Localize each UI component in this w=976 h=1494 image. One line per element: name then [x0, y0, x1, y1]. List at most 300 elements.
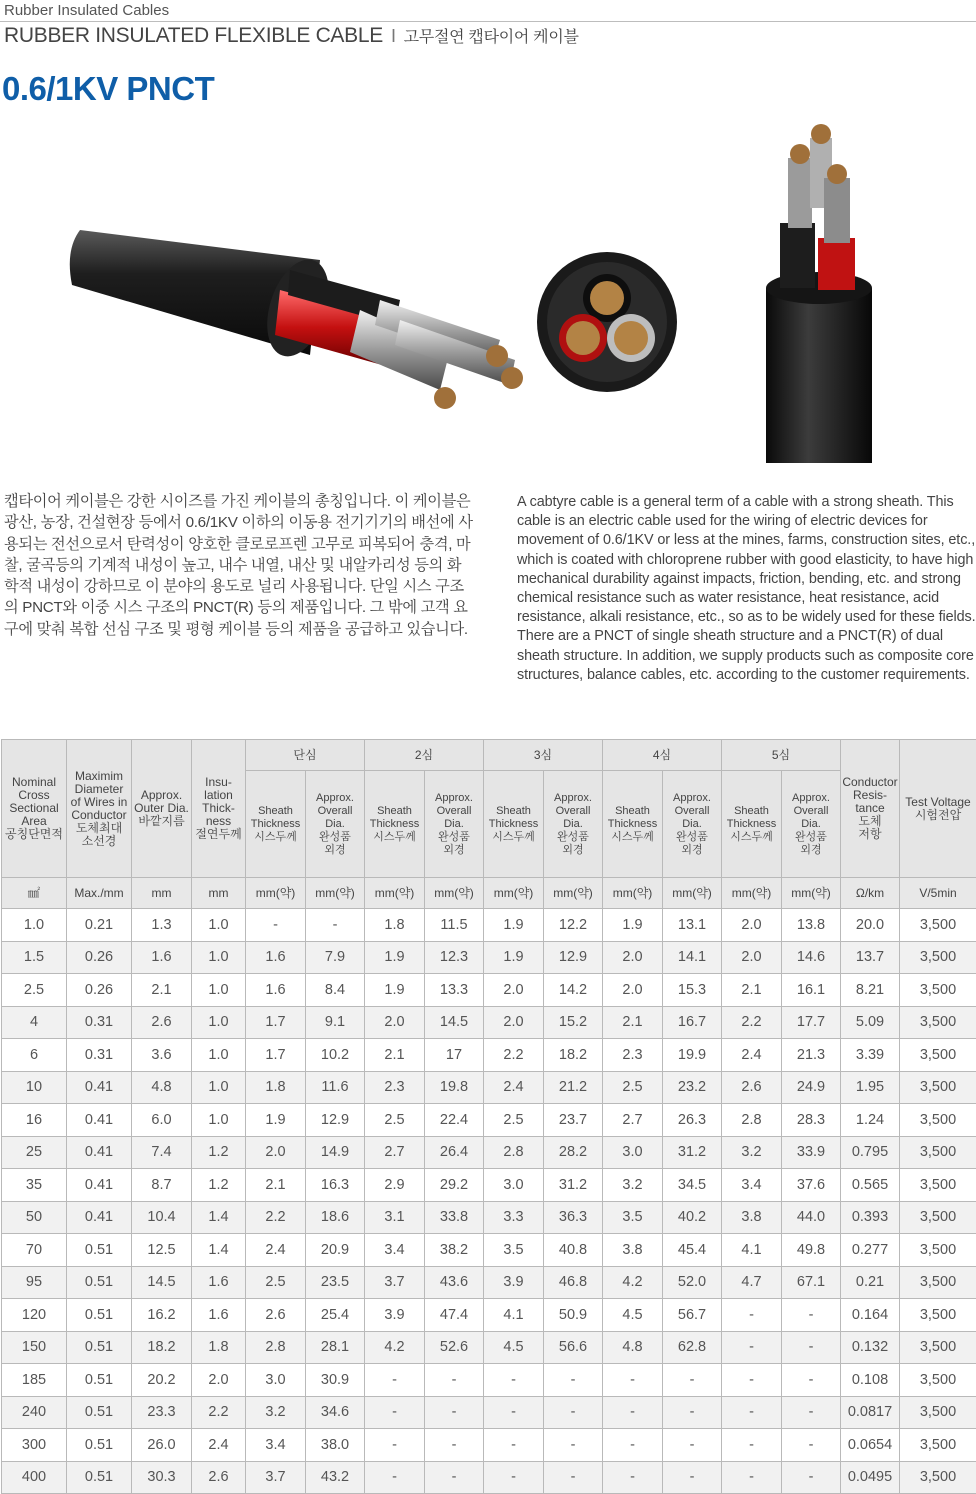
table-cell: 14.9 — [306, 1136, 365, 1169]
table-cell: 52.6 — [425, 1331, 484, 1364]
header-overall-diameter: Approx. Overall Dia. 완성품 외경 — [782, 771, 841, 878]
table-cell: 29.2 — [425, 1169, 484, 1202]
header-overall-diameter: Approx. Overall Dia. 완성품 외경 — [663, 771, 722, 878]
table-cell: 1.9 — [484, 909, 544, 942]
table-cell: - — [484, 1429, 544, 1462]
table-cell: - — [484, 1396, 544, 1429]
subtitle-separator: I — [391, 26, 396, 46]
table-cell: 2.2 — [192, 1396, 246, 1429]
table-cell: 0.21 — [67, 909, 132, 942]
table-cell: 37.6 — [782, 1169, 841, 1202]
table-cell: - — [484, 1364, 544, 1397]
table-cell: 40.8 — [544, 1234, 603, 1267]
table-cell: 3,500 — [900, 1364, 976, 1397]
subtitle-ko: 고무절연 캡타이어 케이블 — [404, 29, 579, 46]
table-cell: 2.4 — [246, 1234, 306, 1267]
table-cell: 3,500 — [900, 1299, 976, 1332]
table-cell: 23.2 — [663, 1071, 722, 1104]
table-cell: 30.9 — [306, 1364, 365, 1397]
breadcrumb: Rubber Insulated Cables — [4, 2, 169, 19]
table-cell: 20.0 — [841, 909, 900, 942]
table-cell: 2.7 — [365, 1136, 425, 1169]
unit-cell: V/5min — [900, 878, 976, 909]
table-cell: 1.7 — [246, 1039, 306, 1072]
table-cell: 12.2 — [544, 909, 603, 942]
table-row — [2, 1364, 976, 1397]
table-cell: 4.1 — [722, 1234, 782, 1267]
table-cell: 2.0 — [365, 1006, 425, 1039]
table-cell: 1.0 — [2, 909, 67, 942]
table-body — [2, 909, 976, 1494]
table-cell: 3.7 — [246, 1461, 306, 1494]
table-cell: - — [425, 1396, 484, 1429]
table-cell: - — [365, 1429, 425, 1462]
table-cell: 1.9 — [365, 941, 425, 974]
unit-cell: mm(약) — [484, 878, 544, 909]
header-group-2-core: 2심 — [365, 740, 484, 771]
table-cell: 12.9 — [544, 941, 603, 974]
table-cell: 21.3 — [782, 1039, 841, 1072]
table-cell: 2.2 — [246, 1201, 306, 1234]
table-cell: - — [365, 1364, 425, 1397]
table-cell: 30.3 — [132, 1461, 192, 1494]
table-cell: 15.3 — [663, 974, 722, 1007]
table-cell: - — [663, 1364, 722, 1397]
table-cell: 50.9 — [544, 1299, 603, 1332]
table-cell: 38.0 — [306, 1429, 365, 1462]
table-cell: 0.51 — [67, 1364, 132, 1397]
page-title: 0.6/1KV PNCT — [2, 70, 214, 108]
table-row — [2, 909, 976, 942]
table-cell: 3,500 — [900, 1234, 976, 1267]
table-cell: - — [365, 1396, 425, 1429]
table-cell: 2.8 — [246, 1331, 306, 1364]
table-row — [2, 1136, 976, 1169]
table-cell: 18.2 — [544, 1039, 603, 1072]
table-cell: 3.3 — [484, 1201, 544, 1234]
header-outer-diameter: Approx. Outer Dia. 바깥지름 — [132, 740, 192, 878]
table-cell: 4.5 — [484, 1331, 544, 1364]
table-cell: 0.21 — [841, 1266, 900, 1299]
table-cell: 3,500 — [900, 1104, 976, 1137]
table-cell: 31.2 — [544, 1169, 603, 1202]
table-cell: 0.393 — [841, 1201, 900, 1234]
table-cell: - — [663, 1461, 722, 1494]
table-cell: 16.1 — [782, 974, 841, 1007]
table-cell: 3.8 — [603, 1234, 663, 1267]
table-cell: 7.9 — [306, 941, 365, 974]
table-cell: 4.7 — [722, 1266, 782, 1299]
table-cell: - — [603, 1396, 663, 1429]
table-cell: 4.5 — [603, 1299, 663, 1332]
table-cell: 0.41 — [67, 1201, 132, 1234]
table-cell: 15.2 — [544, 1006, 603, 1039]
table-cell: 1.0 — [192, 1104, 246, 1137]
table-cell: 36.3 — [544, 1201, 603, 1234]
table-cell: 35 — [2, 1169, 67, 1202]
table-cell: - — [722, 1461, 782, 1494]
header-max-wire-diameter: Maximim Diameter of Wires in Conductor 도체최대 소선경 — [67, 740, 132, 878]
header-nominal-area: Nominal Cross Sectional Area 공칭단면적 — [2, 740, 67, 878]
table-cell: 13.3 — [425, 974, 484, 1007]
table-cell: 7.4 — [132, 1136, 192, 1169]
table-cell: 2.4 — [484, 1071, 544, 1104]
table-cell: 3.2 — [603, 1169, 663, 1202]
table-row — [2, 1104, 976, 1137]
table-cell: 0.51 — [67, 1461, 132, 1494]
cable-cross-section-illustration — [535, 250, 680, 395]
table-cell: 14.6 — [782, 941, 841, 974]
table-cell: 1.0 — [192, 1039, 246, 1072]
table-cell: 49.8 — [782, 1234, 841, 1267]
table-cell: 2.3 — [365, 1071, 425, 1104]
table-cell: 2.8 — [484, 1136, 544, 1169]
table-cell: 0.795 — [841, 1136, 900, 1169]
table-cell: 13.7 — [841, 941, 900, 974]
table-cell: 4.8 — [132, 1071, 192, 1104]
table-cell: 6 — [2, 1039, 67, 1072]
table-cell: - — [425, 1364, 484, 1397]
unit-cell: mm(약) — [722, 878, 782, 909]
table-cell: 23.5 — [306, 1266, 365, 1299]
table-cell: 3,500 — [900, 1396, 976, 1429]
table-cell: 2.6 — [132, 1006, 192, 1039]
table-cell: - — [425, 1429, 484, 1462]
table-cell: 3,500 — [900, 1136, 976, 1169]
table-cell: 2.1 — [603, 1006, 663, 1039]
table-cell: 0.41 — [67, 1136, 132, 1169]
table-cell: 2.6 — [246, 1299, 306, 1332]
table-cell: 50 — [2, 1201, 67, 1234]
table-cell: 1.0 — [192, 941, 246, 974]
table-cell: - — [722, 1299, 782, 1332]
cable-vertical-illustration — [760, 118, 878, 463]
table-cell: 1.4 — [192, 1234, 246, 1267]
table-cell: 2.1 — [132, 974, 192, 1007]
table-cell: - — [782, 1331, 841, 1364]
header-divider — [0, 21, 976, 22]
table-cell: 3,500 — [900, 941, 976, 974]
unit-cell: mm(약) — [246, 878, 306, 909]
table-cell: 34.5 — [663, 1169, 722, 1202]
table-cell: 2.1 — [722, 974, 782, 1007]
units-row — [2, 878, 976, 909]
table-cell: - — [663, 1396, 722, 1429]
table-cell: 3,500 — [900, 1201, 976, 1234]
table-cell: 24.9 — [782, 1071, 841, 1104]
table-cell: - — [425, 1461, 484, 1494]
description-korean: 캡타이어 케이블은 강한 시이즈를 가진 케이블의 총칭입니다. 이 케이블은 광산, 농장, 건설현장 등에서 0.6/1KV 이하의 이동용 전기기기의 배선에 사용되는 전선으로서 탄력성이 양호한 클로로프렌 고무로 피복되어 충격, 마찰, 굴곡등의 기계적 내성이 높고, 내수 내열, 내산 및 내알카리성 등의 화학적 내성이 강하므로 이 분야의 용도로 널리 사용됩니다. 단일 시스 구조의 PNCT와 이중 시스 구조의 PNCT(R) 등의 제품입니다. 그 밖에 고객 요구에 맞춰 복합 선심 구조 및 평형 케이블 등의 제품을 공급하고 있습니다. — [4, 491, 474, 640]
table-cell: 0.26 — [67, 941, 132, 974]
table-cell: 1.2 — [192, 1169, 246, 1202]
unit-cell: ㎟ — [2, 878, 67, 909]
table-cell: 0.164 — [841, 1299, 900, 1332]
table-cell: - — [722, 1364, 782, 1397]
table-cell: 3.6 — [132, 1039, 192, 1072]
table-cell: - — [722, 1396, 782, 1429]
table-cell: 14.1 — [663, 941, 722, 974]
table-cell: 9.1 — [306, 1006, 365, 1039]
table-cell: 43.2 — [306, 1461, 365, 1494]
table-cell: 13.8 — [782, 909, 841, 942]
table-cell: 4.2 — [603, 1266, 663, 1299]
section-subtitle — [4, 24, 579, 48]
table-cell: 28.3 — [782, 1104, 841, 1137]
table-cell: 3.7 — [365, 1266, 425, 1299]
table-cell: 19.8 — [425, 1071, 484, 1104]
table-cell: - — [782, 1299, 841, 1332]
table-cell: 14.5 — [132, 1266, 192, 1299]
header-insulation-thickness: Insu- lation Thick- ness 절연두께 — [192, 740, 246, 878]
table-cell: 47.4 — [425, 1299, 484, 1332]
table-cell: 1.8 — [192, 1331, 246, 1364]
table-cell: - — [544, 1461, 603, 1494]
table-cell: - — [544, 1429, 603, 1462]
table-cell: 3.5 — [603, 1201, 663, 1234]
table-cell: - — [544, 1364, 603, 1397]
table-cell: - — [722, 1429, 782, 1462]
table-cell: 2.5 — [484, 1104, 544, 1137]
table-cell: 3.0 — [603, 1136, 663, 1169]
table-cell: 21.2 — [544, 1071, 603, 1104]
table-cell: 1.95 — [841, 1071, 900, 1104]
table-cell: 16.7 — [663, 1006, 722, 1039]
table-cell: 2.6 — [192, 1461, 246, 1494]
table-row — [2, 1429, 976, 1462]
table-cell: 31.2 — [663, 1136, 722, 1169]
table-cell: 45.4 — [663, 1234, 722, 1267]
table-cell: 150 — [2, 1331, 67, 1364]
table-cell: 185 — [2, 1364, 67, 1397]
table-cell: 2.3 — [603, 1039, 663, 1072]
table-cell: - — [782, 1364, 841, 1397]
table-row — [2, 1299, 976, 1332]
table-cell: 8.7 — [132, 1169, 192, 1202]
unit-cell: mm(약) — [365, 878, 425, 909]
table-cell: 240 — [2, 1396, 67, 1429]
table-cell: 0.26 — [67, 974, 132, 1007]
header-sheath-thickness: Sheath Thickness 시스두께 — [603, 771, 663, 878]
table-cell: 16.2 — [132, 1299, 192, 1332]
table-cell: 34.6 — [306, 1396, 365, 1429]
table-cell: 0.565 — [841, 1169, 900, 1202]
header-overall-diameter: Approx. Overall Dia. 완성품 외경 — [306, 771, 365, 878]
unit-cell: mm(약) — [663, 878, 722, 909]
unit-cell: mm(약) — [425, 878, 484, 909]
table-cell: 0.41 — [67, 1104, 132, 1137]
table-cell: 0.51 — [67, 1299, 132, 1332]
table-cell: 28.2 — [544, 1136, 603, 1169]
table-cell: 33.9 — [782, 1136, 841, 1169]
unit-cell: mm — [132, 878, 192, 909]
table-cell: 4 — [2, 1006, 67, 1039]
table-cell: 2.6 — [722, 1071, 782, 1104]
table-cell: 2.5 — [246, 1266, 306, 1299]
table-cell: 12.9 — [306, 1104, 365, 1137]
table-cell: 16 — [2, 1104, 67, 1137]
table-cell: 3.4 — [722, 1169, 782, 1202]
table-cell: 0.51 — [67, 1331, 132, 1364]
table-cell: 0.132 — [841, 1331, 900, 1364]
header-sheath-thickness: Sheath Thickness 시스두께 — [246, 771, 306, 878]
table-cell: 52.0 — [663, 1266, 722, 1299]
table-cell: 1.6 — [246, 974, 306, 1007]
table-cell: 4.2 — [365, 1331, 425, 1364]
table-cell: 2.0 — [722, 909, 782, 942]
table-cell: 0.51 — [67, 1266, 132, 1299]
table-cell: 2.0 — [722, 941, 782, 974]
table-cell: 12.3 — [425, 941, 484, 974]
table-cell: 26.3 — [663, 1104, 722, 1137]
table-cell: 19.9 — [663, 1039, 722, 1072]
table-cell: 26.0 — [132, 1429, 192, 1462]
unit-cell: Max./mm — [67, 878, 132, 909]
table-cell: 2.2 — [484, 1039, 544, 1072]
header-group-4-core: 4심 — [603, 740, 722, 771]
table-cell: 8.4 — [306, 974, 365, 1007]
table-row — [2, 1071, 976, 1104]
table-cell: 95 — [2, 1266, 67, 1299]
table-cell: 3.8 — [722, 1201, 782, 1234]
table-cell: 3.2 — [246, 1396, 306, 1429]
table-row — [2, 1331, 976, 1364]
table-cell: 0.0654 — [841, 1429, 900, 1462]
header-sheath-thickness: Sheath Thickness 시스두께 — [365, 771, 425, 878]
table-cell: 3,500 — [900, 1169, 976, 1202]
table-cell: 2.5 — [365, 1104, 425, 1137]
table-cell: 5.09 — [841, 1006, 900, 1039]
table-cell: 2.0 — [484, 974, 544, 1007]
table-cell: - — [782, 1429, 841, 1462]
table-cell: 1.2 — [192, 1136, 246, 1169]
table-cell: 2.0 — [246, 1136, 306, 1169]
table-cell: 2.5 — [603, 1071, 663, 1104]
table-cell: 17.7 — [782, 1006, 841, 1039]
table-cell: 23.3 — [132, 1396, 192, 1429]
table-cell: 14.5 — [425, 1006, 484, 1039]
table-cell: 8.21 — [841, 974, 900, 1007]
table-cell: 1.24 — [841, 1104, 900, 1137]
table-row — [2, 1039, 976, 1072]
table-cell: 3.9 — [484, 1266, 544, 1299]
table-cell: 1.0 — [192, 974, 246, 1007]
table-cell: - — [603, 1429, 663, 1462]
table-cell: 11.6 — [306, 1071, 365, 1104]
table-cell: 56.6 — [544, 1331, 603, 1364]
header-group-1-core: 단심 — [246, 740, 365, 771]
unit-cell: mm(약) — [306, 878, 365, 909]
table-cell: - — [306, 909, 365, 942]
header-group-5-core: 5심 — [722, 740, 841, 771]
table-cell: 14.2 — [544, 974, 603, 1007]
table-cell: 1.6 — [192, 1266, 246, 1299]
table-cell: 3,500 — [900, 1331, 976, 1364]
unit-cell: Ω/km — [841, 878, 900, 909]
table-cell: 2.1 — [246, 1169, 306, 1202]
table-cell: 0.51 — [67, 1429, 132, 1462]
table-cell: - — [722, 1331, 782, 1364]
table-cell: 3.39 — [841, 1039, 900, 1072]
header-conductor-resistance: Conductor Resis- tance 도체 저항 — [841, 740, 900, 878]
table-cell: - — [246, 909, 306, 942]
table-cell: 1.7 — [246, 1006, 306, 1039]
table-cell: 2.8 — [722, 1104, 782, 1137]
table-cell: 16.3 — [306, 1169, 365, 1202]
table-cell: 2.2 — [722, 1006, 782, 1039]
table-cell: 20.2 — [132, 1364, 192, 1397]
subtitle-en: RUBBER INSULATED FLEXIBLE CABLE — [4, 24, 383, 47]
header-test-voltage: Test Voltage 시험전압 — [900, 740, 976, 878]
table-cell: 1.0 — [192, 1006, 246, 1039]
table-cell: 2.1 — [365, 1039, 425, 1072]
table-cell: 1.9 — [603, 909, 663, 942]
table-cell: - — [663, 1429, 722, 1462]
table-cell: 0.51 — [67, 1396, 132, 1429]
table-cell: 2.5 — [2, 974, 67, 1007]
table-cell: 120 — [2, 1299, 67, 1332]
table-cell: 3.4 — [246, 1429, 306, 1462]
table-cell: 1.9 — [484, 941, 544, 974]
table-cell: - — [782, 1396, 841, 1429]
table-cell: 3.9 — [365, 1299, 425, 1332]
table-cell: 12.5 — [132, 1234, 192, 1267]
table-cell: 1.5 — [2, 941, 67, 974]
table-cell: 20.9 — [306, 1234, 365, 1267]
table-row — [2, 974, 976, 1007]
table-cell: 2.4 — [192, 1429, 246, 1462]
table-row — [2, 1201, 976, 1234]
table-cell: 1.6 — [192, 1299, 246, 1332]
table-cell: 18.6 — [306, 1201, 365, 1234]
table-cell: 23.7 — [544, 1104, 603, 1137]
table-cell: 1.9 — [246, 1104, 306, 1137]
table-cell: 3.0 — [484, 1169, 544, 1202]
table-cell: 0.108 — [841, 1364, 900, 1397]
table-cell: 0.31 — [67, 1006, 132, 1039]
table-cell: 0.0817 — [841, 1396, 900, 1429]
table-cell: 2.7 — [603, 1104, 663, 1137]
table-cell: 3,500 — [900, 1461, 976, 1494]
table-cell: 0.0495 — [841, 1461, 900, 1494]
table-row — [2, 1461, 976, 1494]
table-cell: 4.1 — [484, 1299, 544, 1332]
table-cell: 1.6 — [246, 941, 306, 974]
table-cell: 0.277 — [841, 1234, 900, 1267]
table-cell: 25 — [2, 1136, 67, 1169]
table-cell: 26.4 — [425, 1136, 484, 1169]
table-cell: 38.2 — [425, 1234, 484, 1267]
table-cell: 33.8 — [425, 1201, 484, 1234]
table-cell: - — [603, 1461, 663, 1494]
table-cell: 25.4 — [306, 1299, 365, 1332]
table-cell: 3,500 — [900, 1429, 976, 1462]
table-cell: 1.9 — [365, 974, 425, 1007]
table-cell: 1.8 — [365, 909, 425, 942]
table-cell: 3.4 — [365, 1234, 425, 1267]
table-cell: 1.4 — [192, 1201, 246, 1234]
table-row — [2, 941, 976, 974]
table-cell: - — [782, 1461, 841, 1494]
unit-cell: mm(약) — [603, 878, 663, 909]
table-cell: 1.8 — [246, 1071, 306, 1104]
specification-table — [1, 739, 976, 1494]
table-cell: 10.2 — [306, 1039, 365, 1072]
table-cell: 10 — [2, 1071, 67, 1104]
table-cell: 3,500 — [900, 1266, 976, 1299]
table-cell: 3,500 — [900, 974, 976, 1007]
header-overall-diameter: Approx. Overall Dia. 완성품 외경 — [425, 771, 484, 878]
table-row — [2, 1396, 976, 1429]
